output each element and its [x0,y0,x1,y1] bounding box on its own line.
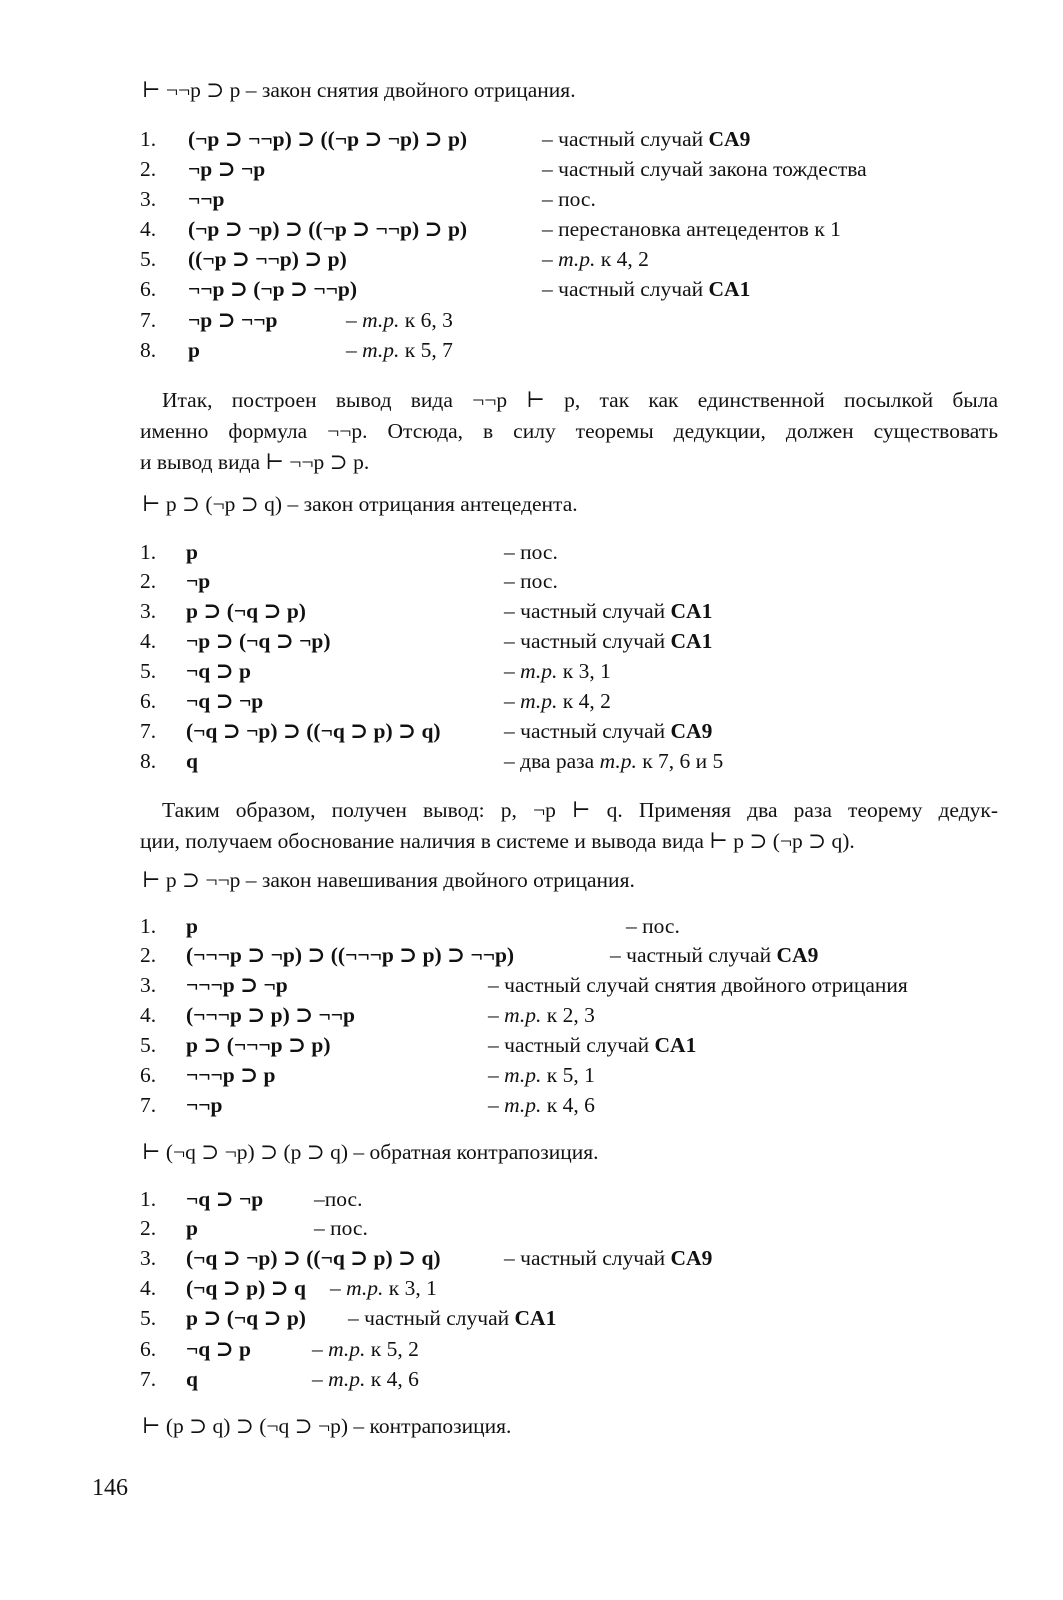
step-formula: ((¬p ⊃ ¬¬p) ⊃ p) [188,247,347,271]
step-justification: – частный случай CA9 [504,1246,713,1270]
step-number: 5. [140,1306,157,1330]
step-justification: – перестановка антецедентов к 1 [542,217,841,241]
step-number: 2. [140,569,157,593]
step-justification: – пос. [542,187,596,211]
step-formula: ¬¬p [188,187,225,211]
step-formula: ¬p ⊃ (¬q ⊃ ¬p) [186,629,331,653]
step-formula: (¬q ⊃ ¬p) ⊃ ((¬q ⊃ p) ⊃ q) [186,1246,441,1270]
step-justification: – т.р. к 4, 6 [312,1367,419,1391]
step-number: 6. [140,689,157,713]
step-justification: – частный случай CA1 [488,1033,697,1057]
step-formula: p ⊃ (¬q ⊃ p) [186,1306,306,1330]
step-number: 4. [140,629,157,653]
step-formula: p ⊃ (¬¬¬p ⊃ p) [186,1033,331,1057]
step-formula: p ⊃ (¬q ⊃ p) [186,599,306,623]
step-formula: ¬p ⊃ ¬¬p [188,308,278,332]
step-justification: – т.р. к 4, 6 [488,1093,595,1117]
paragraph-line: именно формула ¬¬p. Отсюда, в силу теоремы дедукции, должен существовать [140,419,998,443]
page-number: 146 [92,1475,128,1501]
step-number: 5. [140,659,157,683]
step-formula: (¬q ⊃ p) ⊃ q [186,1276,306,1300]
explanation-paragraph [140,385,998,478]
step-justification: – т.р. к 3, 1 [330,1276,437,1300]
paragraph-line: и вывод вида ⊢ ¬¬p ⊃ p. [140,450,370,474]
theorem-heading-double-negation-removal: ⊢ ¬¬p ⊃ p – закон снятия двойного отрицания. [142,78,576,102]
theorem-heading-reverse-contraposition: ⊢ (¬q ⊃ ¬p) ⊃ (p ⊃ q) – обратная контрапозиция. [142,1140,599,1164]
step-number: 4. [140,1003,157,1027]
step-justification: – т.р. к 5, 2 [312,1337,419,1361]
step-formula: (¬q ⊃ ¬p) ⊃ ((¬q ⊃ p) ⊃ q) [186,719,441,743]
step-number: 3. [140,187,157,211]
step-justification: – т.р. к 5, 1 [488,1063,595,1087]
step-justification: – т.р. к 6, 3 [346,308,453,332]
step-justification: – частный случай CA9 [542,127,751,151]
step-number: 7. [140,1093,157,1117]
step-number: 6. [140,1063,157,1087]
step-justification: – частный случай CA1 [348,1306,557,1330]
step-number: 2. [140,157,157,181]
step-formula: ¬¬p ⊃ (¬p ⊃ ¬¬p) [188,277,357,301]
step-formula: ¬q ⊃ p [186,659,251,683]
step-justification: – т.р. к 5, 7 [346,338,453,362]
step-number: 4. [140,1276,157,1300]
explanation-paragraph [140,795,998,857]
step-number: 3. [140,599,157,623]
step-justification: – частный случай снятия двойного отрицания [488,973,908,997]
step-number: 2. [140,1216,157,1240]
step-formula: q [186,749,198,773]
step-number: 8. [140,749,157,773]
step-number: 3. [140,1246,157,1270]
step-justification: – т.р. к 4, 2 [504,689,611,713]
step-number: 7. [140,719,157,743]
step-number: 7. [140,1367,157,1391]
step-formula: ¬¬p [186,1093,223,1117]
theorem-heading-contraposition: ⊢ (p ⊃ q) ⊃ (¬q ⊃ ¬p) – контрапозиция. [142,1414,512,1438]
step-formula: (¬¬¬p ⊃ p) ⊃ ¬¬p [186,1003,355,1027]
step-number: 7. [140,308,157,332]
step-formula: q [186,1367,198,1391]
step-number: 1. [140,914,157,938]
theorem-heading-antecedent-negation: ⊢ p ⊃ (¬p ⊃ q) – закон отрицания антецедента. [142,492,578,516]
step-justification: – частный случай CA9 [610,943,819,967]
step-formula: ¬p ⊃ ¬p [188,157,266,181]
step-number: 8. [140,338,157,362]
theorem-heading-double-negation-introduction: ⊢ p ⊃ ¬¬p – закон навешивания двойного отрицания. [142,868,635,892]
step-justification: – пос. [504,569,558,593]
step-formula: (¬p ⊃ ¬¬p) ⊃ ((¬p ⊃ ¬p) ⊃ p) [188,127,468,151]
step-number: 1. [140,127,157,151]
step-number: 1. [140,1187,157,1211]
step-justification: – частный случай CA1 [542,277,751,301]
step-formula: p [188,338,200,362]
step-number: 5. [140,1033,157,1057]
step-justification: – два раза т.р. к 7, 6 и 5 [504,749,724,773]
step-number: 6. [140,1337,157,1361]
step-number: 4. [140,217,157,241]
step-justification: – пос. [314,1216,368,1240]
step-formula: ¬q ⊃ ¬p [186,689,264,713]
paragraph-line: Итак, построен вывод вида ¬¬p ⊢ p, так как единственной посылкой была [162,388,998,412]
paragraph-line: Таким образом, получен вывод: p, ¬p ⊢ q. Применяя два раза теорему дедук- [162,798,998,822]
step-number: 5. [140,247,157,271]
step-formula: ¬q ⊃ p [186,1337,251,1361]
step-justification: – пос. [626,914,680,938]
step-formula: p [186,914,198,938]
step-formula: ¬¬¬p ⊃ p [186,1063,276,1087]
step-justification: – т.р. к 4, 2 [542,247,649,271]
step-justification: – частный случай CA9 [504,719,713,743]
step-justification: – пос. [504,540,558,564]
step-formula: (¬¬¬p ⊃ ¬p) ⊃ ((¬¬¬p ⊃ p) ⊃ ¬¬p) [186,943,515,967]
paragraph-line: ции, получаем обоснование наличия в системе и вывода вида ⊢ p ⊃ (¬p ⊃ q). [140,829,855,853]
step-formula: ¬¬¬p ⊃ ¬p [186,973,288,997]
step-justification: – частный случай CA1 [504,599,713,623]
step-justification: – т.р. к 2, 3 [488,1003,595,1027]
step-formula: (¬p ⊃ ¬p) ⊃ ((¬p ⊃ ¬¬p) ⊃ p) [188,217,468,241]
step-justification: – частный случай закона тождества [542,157,867,181]
step-justification: – т.р. к 3, 1 [504,659,611,683]
step-formula: ¬p [186,569,211,593]
step-justification: – частный случай CA1 [504,629,713,653]
step-number: 1. [140,540,157,564]
step-number: 6. [140,277,157,301]
step-number: 3. [140,973,157,997]
step-justification: –пос. [314,1187,363,1211]
step-formula: ¬q ⊃ ¬p [186,1187,264,1211]
step-number: 2. [140,943,157,967]
step-formula: p [186,540,198,564]
step-formula: p [186,1216,198,1240]
